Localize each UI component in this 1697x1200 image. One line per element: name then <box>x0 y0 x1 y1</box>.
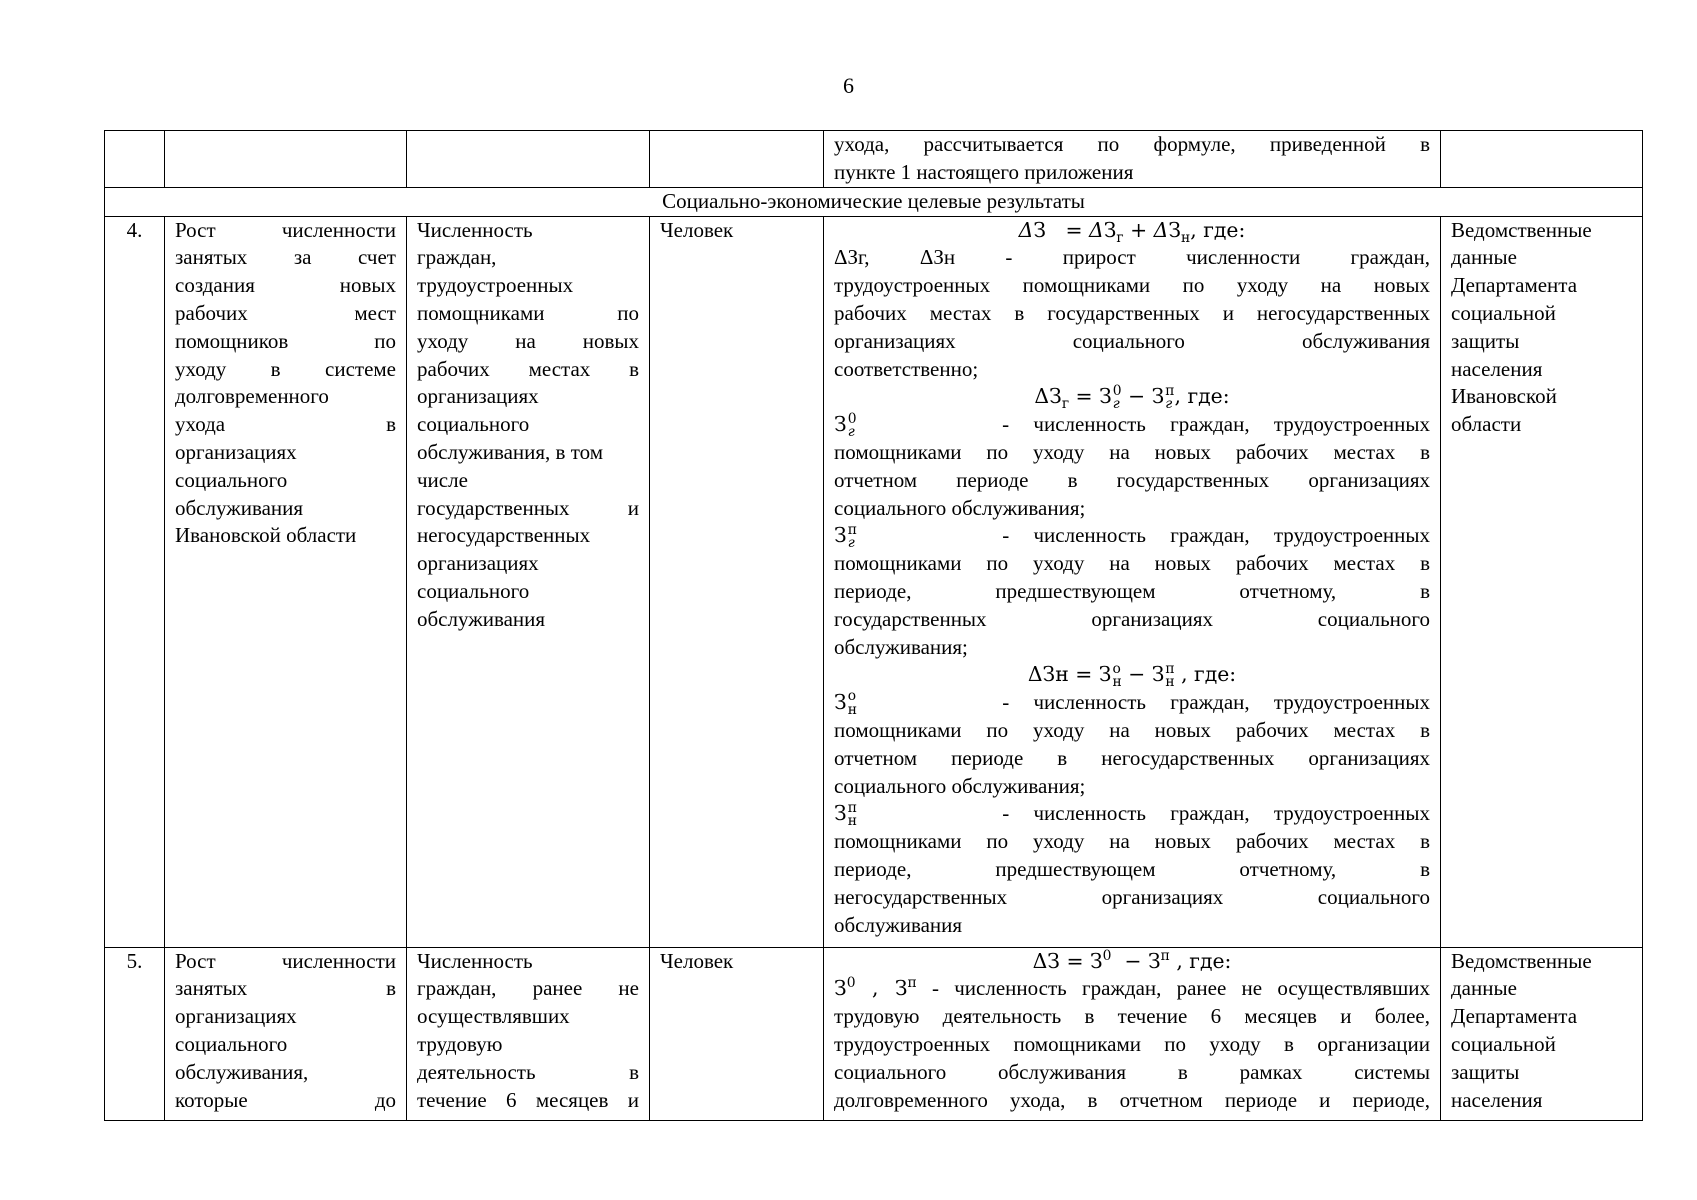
indicator-line: обслуживания <box>175 495 304 520</box>
method-line-with-symbol: З п г - численность граждан, трудоустроенных <box>834 521 1430 551</box>
method-line: помощниками по уходу на новых рабочих местах в <box>834 717 1430 742</box>
formula-tail: , где: <box>1176 948 1232 973</box>
indicator-line: Ивановской области <box>175 523 357 548</box>
method-line: негосударственных организациях социального <box>834 884 1430 909</box>
formula-total: $\Delta З = \Delta З_г + \Delta З_н$, где: <box>1018 217 1246 246</box>
definition-line: социального <box>417 412 530 437</box>
definition-line: трудоустроенных <box>417 273 574 298</box>
page-number: 6 <box>843 73 854 98</box>
table-row <box>105 947 1643 1120</box>
method-text: - численность граждан, трудоустроенных <box>1002 801 1430 826</box>
definition-line: государственных и <box>417 495 639 520</box>
definition-line: обслуживания, в том <box>417 439 604 464</box>
source-line: Ивановской <box>1451 384 1557 409</box>
definition-line: организациях <box>417 551 539 576</box>
indicator-line: помощников по <box>175 328 396 353</box>
cell-source <box>1441 216 1643 947</box>
definition-line: помощниками по <box>417 300 639 325</box>
method-line: отчетном периоде в государственных организациях <box>834 467 1430 492</box>
indicator-line: организациях <box>175 1004 297 1029</box>
method-line: рабочих местах в государственных и негосударственных <box>834 300 1430 325</box>
cell-source <box>1441 131 1643 188</box>
formula-tail: , где: <box>1174 384 1230 409</box>
definition-line: числе <box>417 467 468 492</box>
method-line: организациях социального обслуживания <box>834 328 1430 353</box>
indicator-line: ухода в <box>175 412 396 437</box>
method-line: социального обслуживания; <box>834 495 1086 520</box>
definition-line: Численность <box>417 217 533 242</box>
source-line: Департамента <box>1451 273 1578 298</box>
indicator-line: занятых в <box>175 976 396 1001</box>
definition-line: трудовую <box>417 1031 503 1056</box>
indicator-line: социального <box>175 467 288 492</box>
source-line: области <box>1451 412 1522 437</box>
cell-unit <box>650 131 824 188</box>
formula-tail: , где: <box>1190 217 1246 242</box>
definition-line: рабочих местах в <box>417 356 639 381</box>
source-line: социальной <box>1451 300 1556 325</box>
indicator-line: создания новых <box>175 273 396 298</box>
table-section-row <box>105 187 1643 216</box>
cell-indicator <box>165 131 407 188</box>
cell-definition <box>407 216 650 947</box>
cell-method <box>824 131 1441 188</box>
method-line: помощниками по уходу на новых рабочих местах в <box>834 551 1430 576</box>
cell-method <box>824 947 1441 1120</box>
method-line: долговременного ухода, в отчетном периоде и периоде, <box>834 1087 1430 1112</box>
cell-num <box>105 131 165 188</box>
cell-source <box>1441 947 1643 1120</box>
definition-line: граждан, ранее не <box>417 976 639 1001</box>
cell-indicator <box>165 947 407 1120</box>
definition-line: уходу на новых <box>417 328 639 353</box>
indicator-line: занятых за счет <box>175 245 396 270</box>
indicator-line: уходу в системе <box>175 356 396 381</box>
method-line: отчетном периоде в негосударственных организациях <box>834 745 1430 770</box>
source-line: социальной <box>1451 1031 1556 1056</box>
definition-line: граждан, <box>417 245 497 270</box>
method-line-with-symbol: $З^0$ , $З^п$ - численность граждан, ранее не осуществлявших <box>834 975 1430 1001</box>
method-text: - численность граждан, трудоустроенных <box>1002 690 1430 715</box>
formula-nonstate: ΔЗн = З о н − З п н , где: <box>1027 660 1237 690</box>
indicator-line: рабочих мест <box>175 300 396 325</box>
source-line: населения <box>1451 356 1543 381</box>
formula-total: $\Delta З = З^0 - З^п$ , где: <box>1032 947 1232 973</box>
definition-line: осуществлявших <box>417 1004 570 1029</box>
indicator-line: организациях <box>175 439 297 464</box>
source-line: Ведомственные <box>1451 217 1592 242</box>
cell-unit: Человек <box>650 947 824 1120</box>
source-line: Департамента <box>1451 1004 1578 1029</box>
method-line-with-symbol: З 0 г - численность граждан, трудоустроенных <box>834 410 1430 440</box>
indicator-line: Рост численности <box>175 948 396 973</box>
method-line: ΔЗг, ΔЗн - прирост численности граждан, <box>834 245 1430 270</box>
method-line: периоде, предшествующем отчетному, в <box>834 856 1430 881</box>
indicator-line: обслуживания, <box>175 1059 309 1084</box>
method-line: государственных организациях социального <box>834 606 1430 631</box>
table-row-continuation <box>105 131 1643 188</box>
definition-line: негосударственных <box>417 523 591 548</box>
cell-definition <box>407 947 650 1120</box>
definition-line: деятельность в <box>417 1059 639 1084</box>
cell-unit: Человек <box>650 216 824 947</box>
method-line: социального обслуживания в рамках системы <box>834 1059 1430 1084</box>
definition-line: Численность <box>417 948 533 973</box>
source-line: Ведомственные <box>1451 948 1592 973</box>
indicator-line: которые до <box>175 1087 396 1112</box>
indicator-line: социального <box>175 1031 288 1056</box>
method-text: - численность граждан, трудоустроенных <box>1002 412 1430 437</box>
method-line: соответственно; <box>834 356 979 381</box>
method-line: обслуживания <box>834 912 963 937</box>
cell-method <box>824 216 1441 947</box>
method-line: периоде, предшествующем отчетному, в <box>834 578 1430 603</box>
method-line: трудоустроенных помощниками по уходу на новых <box>834 273 1430 298</box>
source-line: защиты <box>1451 1059 1520 1084</box>
method-text: - численность граждан, ранее не осуществлявших <box>932 976 1430 1001</box>
cell-indicator <box>165 216 407 947</box>
source-line: данные <box>1451 245 1517 270</box>
method-line: трудоустроенных помощниками по уходу в организации <box>834 1031 1430 1056</box>
indicator-line: долговременного <box>175 384 329 409</box>
row-number: 5. <box>105 947 165 1120</box>
source-line: защиты <box>1451 328 1520 353</box>
method-line: обслуживания; <box>834 634 968 659</box>
method-line: социального обслуживания; <box>834 773 1086 798</box>
method-line: ухода, рассчитывается по формуле, приведенной в <box>834 132 1430 156</box>
definition-line: течение 6 месяцев и <box>417 1087 639 1112</box>
indicators-table <box>104 130 1643 1121</box>
cell-definition <box>407 131 650 188</box>
table-row <box>105 216 1643 947</box>
method-text: - численность граждан, трудоустроенных <box>1002 523 1430 548</box>
row-number: 4. <box>105 216 165 947</box>
source-line: данные <box>1451 976 1517 1001</box>
formula-state: $\Delta З_г = З$ 0 г − З п г , где: <box>1034 382 1230 413</box>
section-title: Социально-экономические целевые результаты <box>105 187 1643 216</box>
formula-tail: , где: <box>1181 662 1237 687</box>
method-line: помощниками по уходу на новых рабочих местах в <box>834 439 1430 464</box>
definition-line: организациях <box>417 384 539 409</box>
definition-line: обслуживания <box>417 606 546 631</box>
method-line: трудовую деятельность в течение 6 месяцев и более, <box>834 1004 1430 1029</box>
method-line: пункте 1 настоящего приложения <box>834 159 1134 184</box>
definition-line: социального <box>417 578 530 603</box>
source-line: населения <box>1451 1087 1543 1112</box>
method-line-with-symbol: З п н - численность граждан, трудоустроенных <box>834 799 1430 829</box>
method-line-with-symbol: З о н - численность граждан, трудоустроенных <box>834 688 1430 718</box>
indicator-line: Рост численности <box>175 217 396 242</box>
method-line: помощниками по уходу на новых рабочих местах в <box>834 829 1430 854</box>
